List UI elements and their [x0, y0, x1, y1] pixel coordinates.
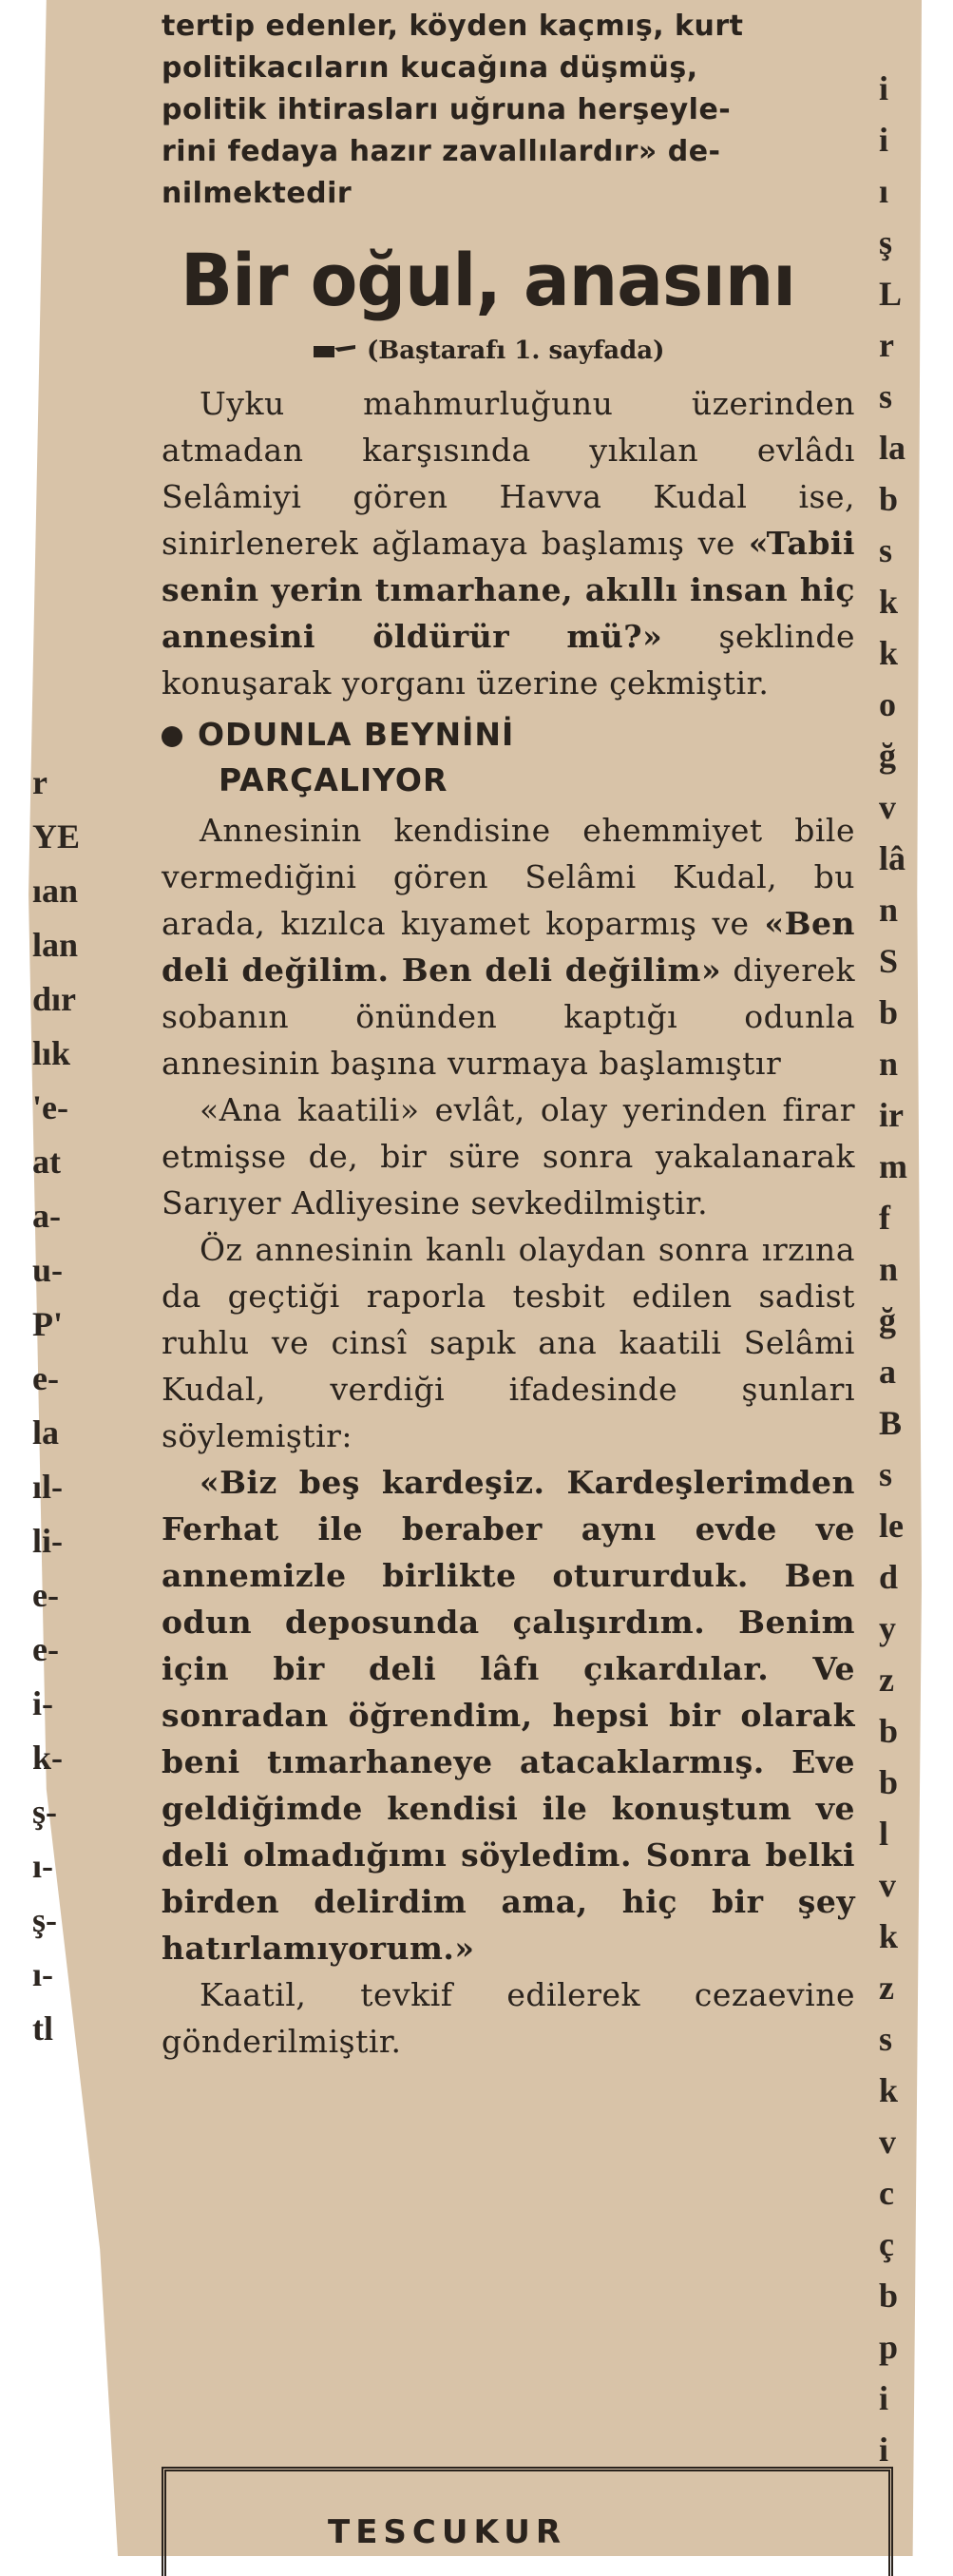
quote-text: «Ben deli değilim. Ben deli değilim» [162, 905, 855, 989]
column-fragment: s [879, 531, 893, 569]
quote-paragraph: «Biz beş kardeşiz. Kardeşlerimden Ferhat ile beraber aynı evde ve annemizle birlikte otururduk. Ben odun deposunda çalışırdım. Benim için bir deli lâfı çıkardılar. Ve sonradan öğrendim, hepsi bir olarak beni tımarhaneye atacaklarmış. Eve geldiğimde kendisi ile konuştum ve deli olmadığımı söyledim. Sonra belki birden delirdim ama, hiç bir şey hatırlamıyorum.» [162, 1464, 855, 1967]
column-fragment: n [879, 1250, 899, 1288]
column-fragment: e- [32, 1576, 59, 1614]
column-fragment: b [879, 2277, 899, 2315]
column-fragment: ı [879, 172, 889, 210]
column-fragment: ğ [879, 737, 896, 775]
column-fragment: y [879, 1609, 896, 1647]
column-fragment: v [879, 788, 896, 826]
column-fragment: s [879, 1455, 893, 1493]
column-fragment: a [879, 1353, 896, 1391]
column-fragment: ç [879, 2225, 894, 2263]
column-fragment: ş [879, 223, 893, 261]
left-column-fragments [29, 0, 105, 2556]
column-fragment: lâ [879, 839, 906, 877]
column-fragment: p [879, 2328, 899, 2366]
column-fragment: e- [32, 1630, 59, 1668]
column-fragment: lık [32, 1034, 71, 1072]
intro-line: politikacıların kucağına düşmüş, [162, 51, 698, 85]
paragraph: Öz annesinin kanlı olaydan sonra ırzına da geçtiği raporla tesbit edilen sadist ruhlu ve cinsî sapık ana kaatili Selâmi Kudal, verdiği ifadesinde şunları söylemiştir: [162, 1231, 855, 1454]
column-fragment: k [879, 2071, 899, 2109]
quote-text: «Tabii senin yerin tımarhane, akıllı insan hiç annesini öldürür mü?» [162, 525, 855, 655]
paragraph: «Ana kaatili» evlât, olay yerinden firar etmişse de, bir süre sonra yakalanarak Sarıyer Adliyesine sevkedilmiştir. [162, 1091, 855, 1221]
paragraph-text: diyerek sobanın önünden kaptığı odunla annesinin başına vurmaya başlamıştır [162, 952, 855, 1082]
paragraph: Kaatil, tevkif edilerek cezaevine gönderilmiştir. [162, 1976, 855, 2060]
column-fragment: k [879, 634, 899, 672]
column-fragment: e- [32, 1359, 59, 1397]
column-fragment: z [879, 1661, 894, 1699]
column-fragment: b [879, 1712, 899, 1750]
column-fragment: ir [879, 1096, 904, 1134]
column-fragment: P' [32, 1305, 63, 1343]
column-fragment: b [879, 480, 899, 518]
paragraph-text: Uyku mahmurluğunu üzerinden atmadan karşısında yıkılan evlâdı Selâmiyi gören Havva Kudal ise, sinirlenerek ağlamaya başlamış ve [162, 385, 855, 562]
column-fragment: n [879, 891, 899, 929]
column-fragment: ı- [32, 1955, 53, 1993]
intro-line: tertip edenler, köyden kaçmış, kurt [162, 10, 744, 43]
column-fragment: ıl- [32, 1468, 63, 1506]
column-fragment: s [879, 2020, 893, 2058]
subheading-line: ODUNLA BEYNİNİ [198, 716, 515, 753]
column-fragment: tl [32, 2009, 53, 2047]
paragraph-text: Annesinin kendisine ehemmiyet bile vermediğini gören Selâmi Kudal, bu arada, kızılca kıyamet koparmış ve [162, 812, 855, 942]
column-fragment: i [879, 2431, 889, 2469]
column-fragment: la [32, 1413, 60, 1451]
column-fragment: at [32, 1143, 61, 1181]
column-fragment: B [879, 1404, 903, 1442]
column-fragment: i [879, 121, 889, 159]
column-fragment: S [879, 942, 899, 980]
column-fragment: v [879, 1866, 896, 1904]
column-fragment: k [879, 583, 899, 621]
column-fragment: li- [32, 1522, 63, 1560]
column-fragment: a- [32, 1197, 61, 1235]
column-fragment: lan [32, 926, 79, 964]
paragraph-text: şeklinde konuşarak yorganı üzerine çekmiştir. [162, 618, 856, 702]
column-fragment: i [879, 2379, 889, 2417]
column-fragment: s [879, 377, 893, 415]
column-fragment: r [32, 763, 48, 801]
continued-from-text: (Baştarafı 1. sayfada) [367, 336, 665, 365]
pointing-hand-icon [314, 341, 357, 360]
headline: Bir oğul, anasını [181, 238, 796, 322]
intro-text [162, 6, 855, 215]
column-fragment: la [879, 429, 906, 467]
column-fragment: u- [32, 1251, 64, 1289]
cut-heading: TESCUKUR [328, 2513, 567, 2551]
column-fragment: 'e- [32, 1088, 68, 1126]
column-fragment: b [879, 993, 899, 1031]
column-fragment: ı- [32, 1847, 53, 1885]
subheading-line: PARÇALIYOR [219, 761, 448, 798]
paragraph [162, 380, 855, 706]
intro-line: nilmektedir [162, 177, 353, 210]
column-fragment: ğ [879, 1301, 896, 1339]
column-fragment: ş- [32, 1901, 57, 1939]
column-fragment: z [879, 1969, 894, 2007]
column-fragment: d [879, 1558, 899, 1596]
intro-line: politik ihtirasları uğruna herşeyle- [162, 93, 732, 126]
column-fragment: v [879, 2123, 896, 2161]
next-article-frame [162, 2467, 893, 2576]
subheading [162, 712, 855, 803]
column-fragment: b [879, 1763, 899, 1801]
column-fragment: i- [32, 1684, 53, 1722]
continued-from-note [314, 335, 846, 367]
column-fragment: i [879, 69, 889, 107]
bullet-icon [162, 726, 182, 747]
column-fragment: m [879, 1147, 907, 1185]
column-fragment: n [879, 1045, 899, 1083]
column-fragment: r [879, 326, 894, 364]
column-fragment: k [879, 1917, 899, 1955]
paragraph [162, 807, 855, 1086]
column-fragment: o [879, 685, 896, 723]
column-fragment: dır [32, 980, 77, 1018]
column-fragment: YE [32, 817, 81, 855]
column-fragment: f [879, 1199, 890, 1237]
article-body [162, 380, 855, 2065]
intro-line: rini fedaya hazır zavallılardır» de- [162, 135, 721, 168]
column-fragment: c [879, 2174, 894, 2212]
column-fragment: le [879, 1507, 904, 1545]
column-fragment: L [879, 275, 903, 313]
column-fragment: ş- [32, 1793, 57, 1831]
column-fragment: ıan [32, 872, 79, 910]
column-fragment: k- [32, 1739, 64, 1777]
right-column-fragments [879, 0, 931, 2556]
column-fragment: l [879, 1815, 889, 1853]
